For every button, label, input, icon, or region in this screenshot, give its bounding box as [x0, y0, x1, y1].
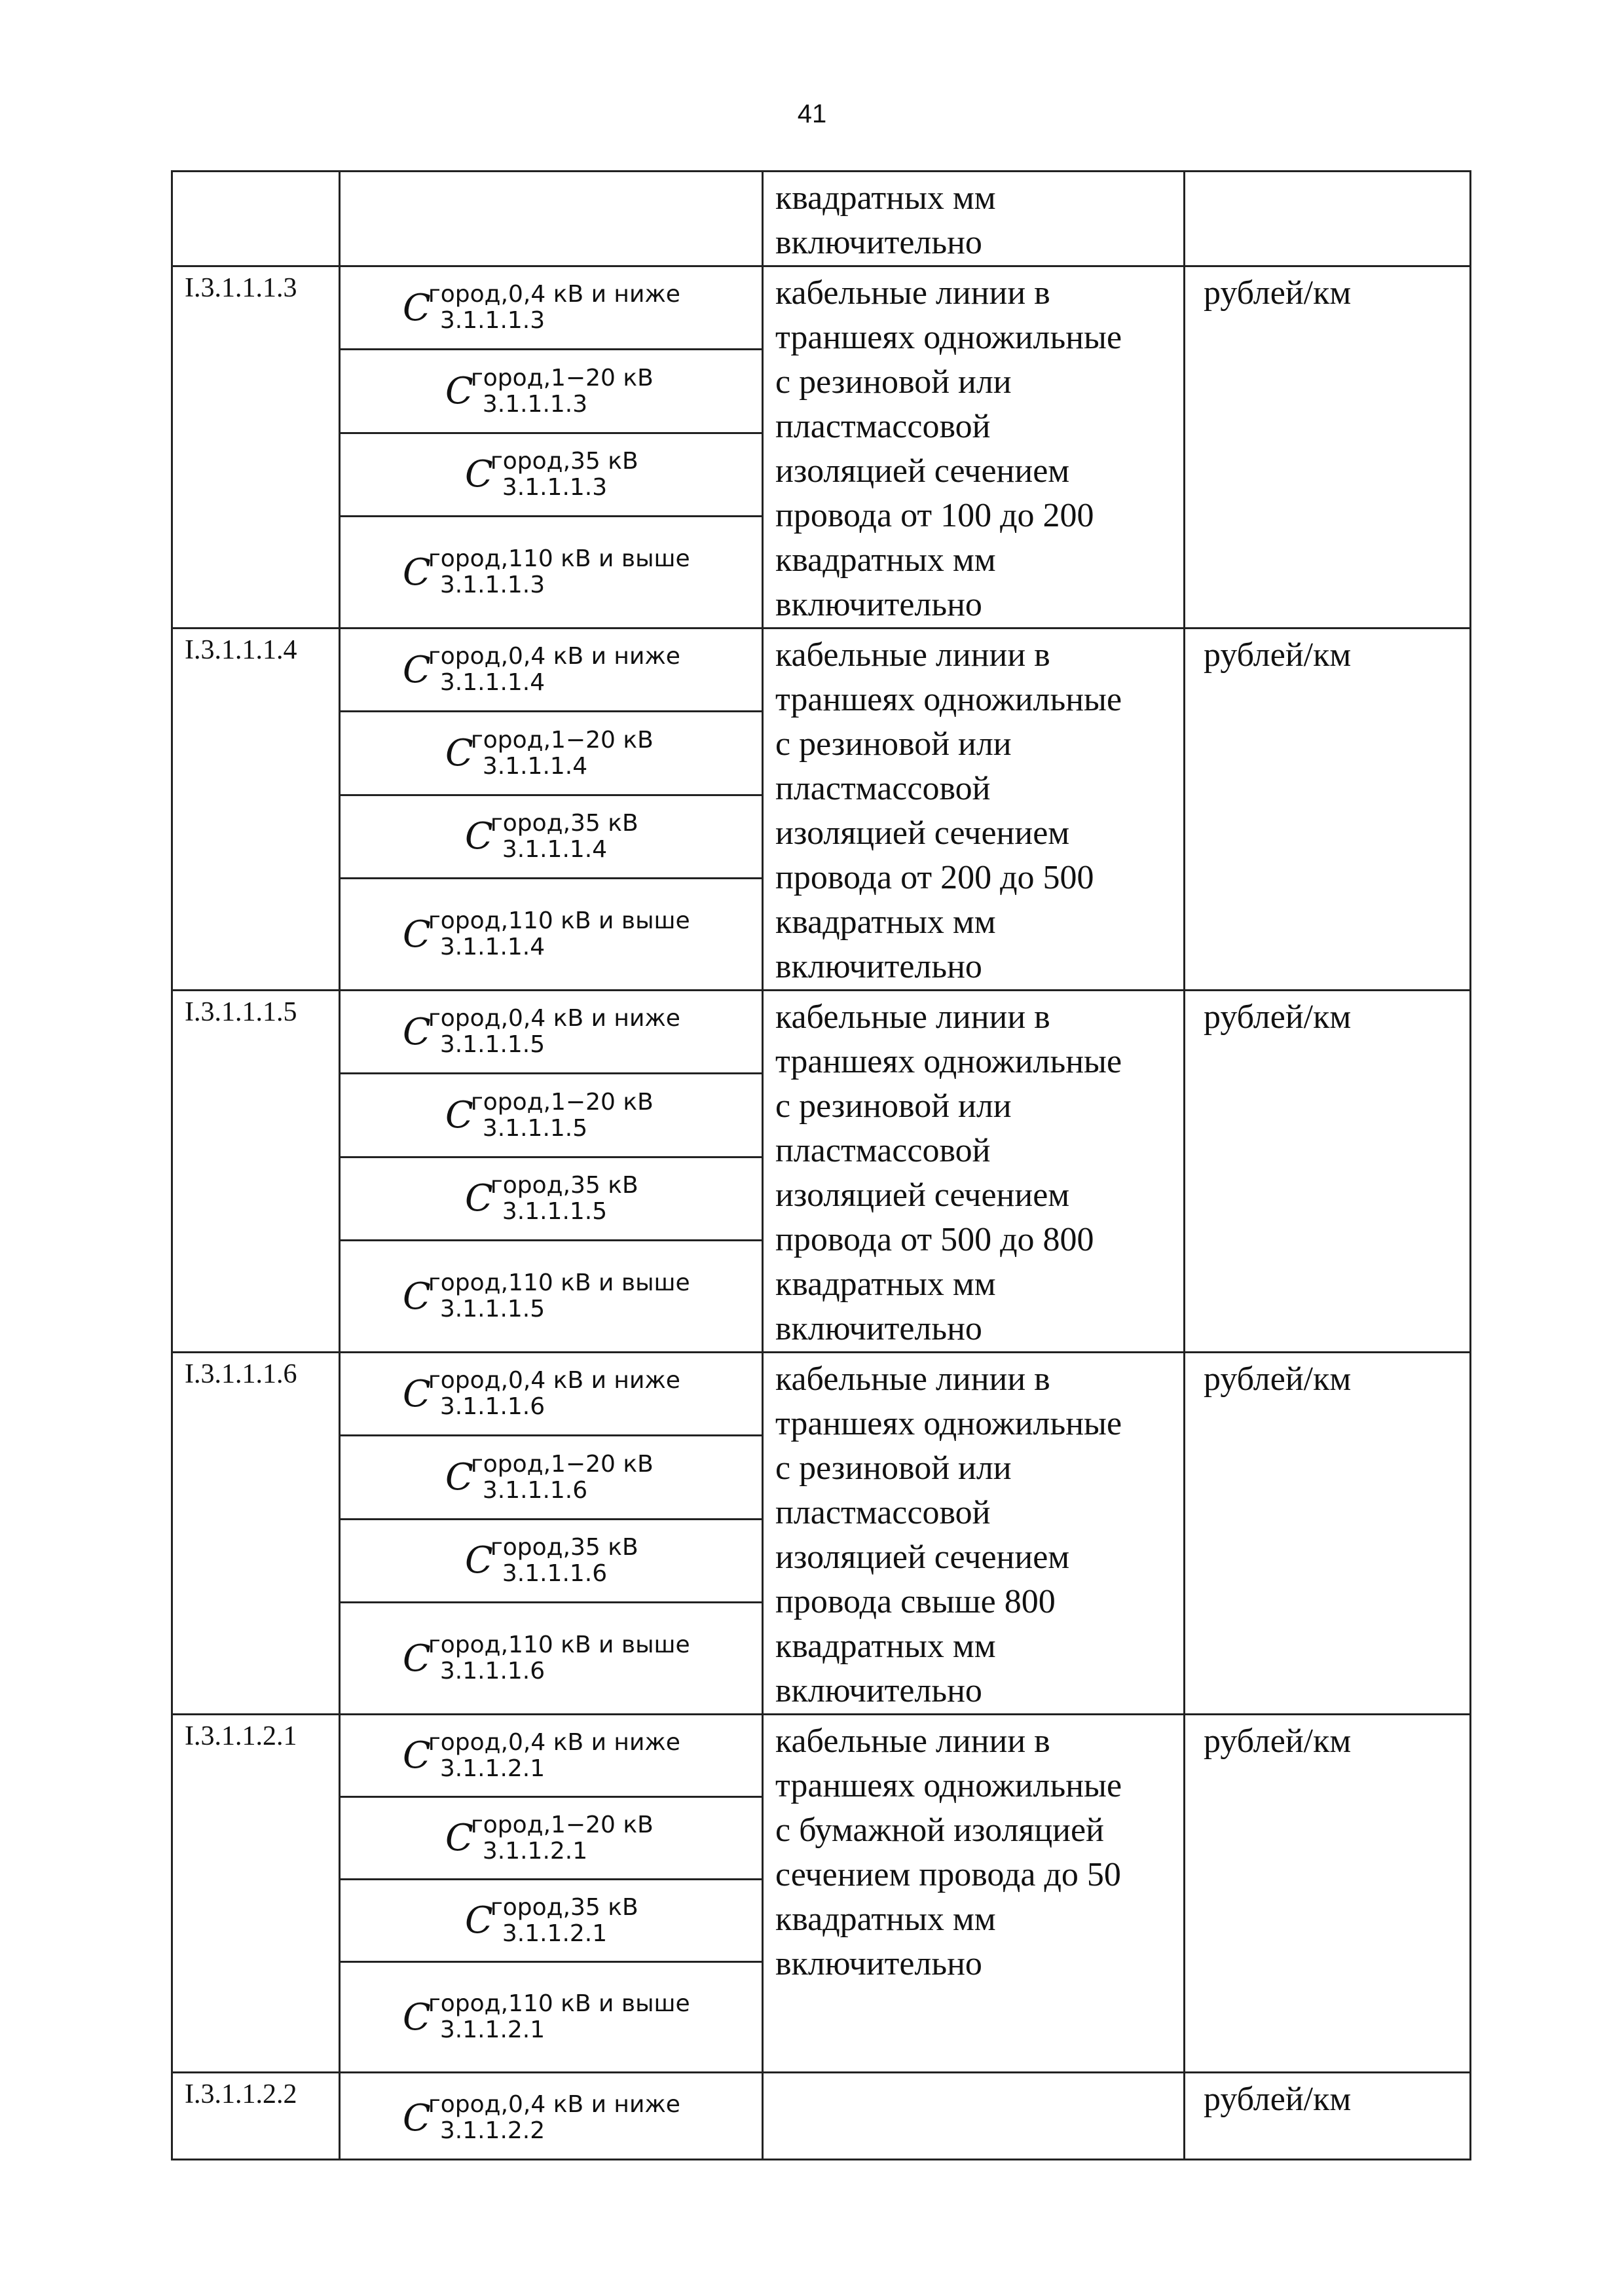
description-line: пластмассовой [775, 408, 991, 445]
formula-scripts [428, 1990, 690, 2043]
cost-symbol: C [403, 1995, 431, 2039]
description-line: сечением провода до 50 [775, 1856, 1121, 1893]
unit-cell: рублей/км [1185, 1715, 1471, 2073]
description-line: пластмассовой [775, 1494, 991, 1531]
formula-cell [340, 1962, 763, 2073]
cost-formula [403, 1006, 680, 1058]
formula-scripts [490, 1533, 638, 1587]
cost-symbol: C [403, 1637, 431, 1680]
formula-superscript: город,0,4 кВ и ниже [428, 1005, 680, 1032]
unit-cell [1185, 172, 1471, 266]
formula-superscript: город,35 кВ [490, 1171, 638, 1199]
formula-subscript: 3.1.1.1.5 [482, 1114, 588, 1142]
formula-subscript: 3.1.1.1.4 [482, 752, 588, 780]
formula-cell [340, 1074, 763, 1157]
description-line: кабельные линии в [775, 1360, 1050, 1398]
code-cell: I.3.1.1.1.6 [172, 1353, 340, 1715]
formula-scripts [428, 281, 680, 335]
description-line: изоляцией сечением [775, 452, 1070, 490]
formula-subscript: 3.1.1.1.3 [502, 473, 608, 501]
table-row [172, 2073, 1471, 2160]
description-line: включительно [775, 1310, 982, 1347]
formula-scripts [428, 1269, 690, 1323]
cost-symbol: C [445, 1817, 473, 1859]
unit-cell: рублей/км [1185, 629, 1471, 991]
description-line: включительно [775, 224, 982, 261]
formula-subscript: 3.1.1.2.2 [439, 2117, 545, 2144]
description-line: кабельные линии в [775, 1722, 1050, 1760]
formula-subscript: 3.1.1.2.1 [439, 2016, 545, 2043]
description-line: провода от 200 до 500 [775, 859, 1094, 896]
cost-symbol: C [465, 1539, 493, 1582]
formula-superscript: город,35 кВ [490, 447, 638, 475]
formula-cell [340, 2073, 763, 2160]
formula-superscript: город,110 кВ и выше [428, 1990, 690, 2017]
cost-formula [403, 282, 680, 334]
formula-subscript: 3.1.1.1.3 [439, 572, 545, 599]
description-line: квадратных мм [775, 1901, 996, 1938]
cost-formula [465, 1895, 638, 1947]
cost-symbol: C [403, 2096, 431, 2140]
description-line: квадратных мм [775, 541, 996, 579]
formula-scripts [490, 809, 638, 863]
table-row [172, 1715, 1471, 1797]
formula-superscript: город,110 кВ и выше [428, 907, 690, 935]
formula-cell [340, 266, 763, 350]
formula-cell [340, 433, 763, 516]
code-cell [172, 172, 340, 266]
cost-formula [403, 1270, 690, 1322]
description-cell [763, 991, 1185, 1353]
table-row [172, 1353, 1471, 1436]
formula-scripts [428, 1367, 680, 1421]
formula-cell [340, 172, 763, 266]
cost-formula [445, 1451, 654, 1504]
cost-formula [403, 1730, 680, 1782]
formula-superscript: город,1−20 кВ [470, 1450, 654, 1478]
code-cell: I.3.1.1.2.1 [172, 1715, 340, 2073]
formula-subscript: 3.1.1.1.3 [482, 390, 588, 418]
cost-symbol: C [465, 1899, 493, 1942]
description-line: с резиновой или [775, 1087, 1012, 1125]
description-line: провода свыше 800 [775, 1583, 1056, 1620]
table-row [172, 172, 1471, 266]
formula-subscript: 3.1.1.1.5 [439, 1296, 545, 1323]
cost-symbol: C [403, 286, 431, 329]
formula-cell [340, 1797, 763, 1880]
cost-symbol: C [445, 1094, 473, 1137]
formula-cell [340, 879, 763, 991]
description-cell [763, 172, 1185, 266]
formula-scripts [428, 1005, 680, 1059]
unit-cell: рублей/км [1185, 991, 1471, 1353]
formula-cell [340, 629, 763, 712]
description-cell [763, 1715, 1185, 2073]
formula-scripts [470, 726, 654, 780]
description-line: кабельные линии в [775, 636, 1050, 674]
formula-scripts [490, 1171, 638, 1225]
formula-superscript: город,0,4 кВ и ниже [428, 643, 680, 670]
cost-formula [445, 365, 654, 418]
formula-subscript: 3.1.1.2.1 [502, 1920, 608, 1947]
cost-formula [403, 2092, 680, 2144]
cost-formula [465, 1535, 638, 1587]
description-cell [763, 266, 1185, 629]
formula-subscript: 3.1.1.1.4 [439, 934, 545, 961]
formula-cell [340, 350, 763, 433]
formula-scripts [428, 907, 690, 961]
formula-superscript: город,110 кВ и выше [428, 1631, 690, 1659]
formula-subscript: 3.1.1.1.6 [439, 1393, 545, 1421]
formula-superscript: город,1−20 кВ [470, 726, 654, 754]
formula-superscript: город,0,4 кВ и ниже [428, 281, 680, 308]
formula-superscript: город,1−20 кВ [470, 364, 654, 392]
formula-superscript: город,1−20 кВ [470, 1088, 654, 1116]
cost-formula [465, 811, 638, 863]
code-cell: I.3.1.1.1.3 [172, 266, 340, 629]
description-line: включительно [775, 1672, 982, 1709]
formula-superscript: город,35 кВ [490, 1893, 638, 1921]
formula-cell [340, 712, 763, 795]
cost-symbol: C [403, 913, 431, 956]
description-line: изоляцией сечением [775, 1539, 1070, 1576]
cost-formula [445, 1089, 654, 1142]
formula-scripts [470, 364, 654, 418]
formula-subscript: 3.1.1.1.6 [482, 1476, 588, 1504]
formula-cell [340, 1519, 763, 1602]
cost-symbol: C [403, 1275, 431, 1318]
formula-subscript: 3.1.1.1.6 [439, 1658, 545, 1685]
description-line: траншеях одножильные [775, 681, 1122, 718]
description-line: изоляцией сечением [775, 1176, 1070, 1214]
formula-subscript: 3.1.1.2.1 [482, 1837, 588, 1865]
description-line: квадратных мм [775, 903, 996, 941]
unit-cell: рублей/км [1185, 2073, 1471, 2160]
cost-symbol: C [403, 551, 431, 594]
formula-cell [340, 1603, 763, 1715]
cost-formula [403, 1991, 690, 2043]
formula-cell [340, 1157, 763, 1240]
formula-cell [340, 795, 763, 878]
table-row [172, 629, 1471, 712]
formula-subscript: 3.1.1.2.1 [439, 1755, 545, 1782]
formula-scripts [470, 1088, 654, 1142]
code-cell: I.3.1.1.1.5 [172, 991, 340, 1353]
formula-cell [340, 517, 763, 629]
formula-cell [340, 1241, 763, 1353]
page-number: 41 [797, 100, 827, 128]
description-line: провода от 100 до 200 [775, 497, 1094, 534]
description-cell [763, 1353, 1185, 1715]
code-cell: I.3.1.1.2.2 [172, 2073, 340, 2160]
formula-subscript: 3.1.1.1.5 [502, 1197, 608, 1225]
formula-subscript: 3.1.1.1.4 [439, 669, 545, 697]
formula-superscript: город,0,4 кВ и ниже [428, 1728, 680, 1756]
formula-scripts [428, 1631, 690, 1685]
formula-scripts [428, 545, 690, 599]
unit-cell: рублей/км [1185, 1353, 1471, 1715]
description-line: траншеях одножильные [775, 319, 1122, 356]
cost-formula [403, 546, 690, 598]
table-row [172, 991, 1471, 1074]
cost-symbol: C [403, 648, 431, 691]
description-line: траншеях одножильные [775, 1405, 1122, 1442]
formula-superscript: город,1−20 кВ [470, 1811, 654, 1838]
description-line: квадратных мм [775, 179, 996, 217]
formula-scripts [428, 1728, 680, 1782]
formula-superscript: город,35 кВ [490, 1533, 638, 1561]
cost-symbol: C [465, 1177, 493, 1220]
cost-symbol: C [403, 1372, 431, 1415]
formula-subscript: 3.1.1.1.4 [502, 835, 608, 863]
cost-formula [403, 644, 680, 696]
formula-subscript: 3.1.1.1.6 [502, 1559, 608, 1587]
formula-scripts [490, 447, 638, 501]
cost-formula [445, 1812, 654, 1865]
formula-superscript: город,0,4 кВ и ниже [428, 1367, 680, 1394]
formula-cell [340, 991, 763, 1074]
description-line: включительно [775, 586, 982, 623]
description-cell [763, 2073, 1185, 2160]
cost-symbol: C [465, 815, 493, 858]
description-line: с резиновой или [775, 725, 1012, 763]
description-line: с резиновой или [775, 363, 1012, 401]
cost-symbol: C [465, 453, 493, 496]
description-cell [763, 629, 1185, 991]
formula-cell [340, 1353, 763, 1436]
formula-superscript: город,110 кВ и выше [428, 1269, 690, 1297]
formula-scripts [490, 1893, 638, 1947]
formula-cell [340, 1880, 763, 1962]
description-line: с бумажной изоляцией [775, 1812, 1104, 1849]
formula-superscript: город,0,4 кВ и ниже [428, 2091, 680, 2118]
description-line: включительно [775, 948, 982, 985]
description-line: кабельные линии в [775, 274, 1050, 312]
description-line: квадратных мм [775, 1266, 996, 1303]
description-line: включительно [775, 1945, 982, 1982]
cost-formula [403, 1632, 690, 1685]
cost-symbol: C [445, 732, 473, 775]
unit-cell: рублей/км [1185, 266, 1471, 629]
description-line: пластмассовой [775, 770, 991, 807]
formula-superscript: город,35 кВ [490, 809, 638, 837]
table-row [172, 266, 1471, 350]
description-line: изоляцией сечением [775, 814, 1070, 852]
cost-formula [403, 1368, 680, 1420]
description-line: кабельные линии в [775, 998, 1050, 1036]
description-line: траншеях одножильные [775, 1043, 1122, 1080]
cost-formula [465, 1173, 638, 1225]
description-line: провода от 500 до 800 [775, 1221, 1094, 1258]
cost-formula [445, 727, 654, 780]
cost-formula [403, 908, 690, 960]
formula-scripts [470, 1450, 654, 1504]
description-line: пластмассовой [775, 1132, 991, 1169]
description-line: с резиновой или [775, 1449, 1012, 1487]
code-cell: I.3.1.1.1.4 [172, 629, 340, 991]
formula-subscript: 3.1.1.1.5 [439, 1031, 545, 1059]
formula-superscript: город,110 кВ и выше [428, 545, 690, 573]
description-line: квадратных мм [775, 1628, 996, 1665]
formula-scripts [428, 643, 680, 697]
cost-symbol: C [445, 370, 473, 413]
formula-subscript: 3.1.1.1.3 [439, 307, 545, 335]
formula-cell [340, 1715, 763, 1797]
cost-symbol: C [403, 1010, 431, 1053]
cost-formula [465, 448, 638, 501]
cost-symbol: C [445, 1456, 473, 1499]
formula-scripts [428, 2091, 680, 2144]
formula-cell [340, 1436, 763, 1519]
formula-scripts [470, 1811, 654, 1865]
description-line: траншеях одножильные [775, 1767, 1122, 1804]
tariff-table [171, 170, 1471, 2160]
cost-symbol: C [403, 1734, 431, 1777]
